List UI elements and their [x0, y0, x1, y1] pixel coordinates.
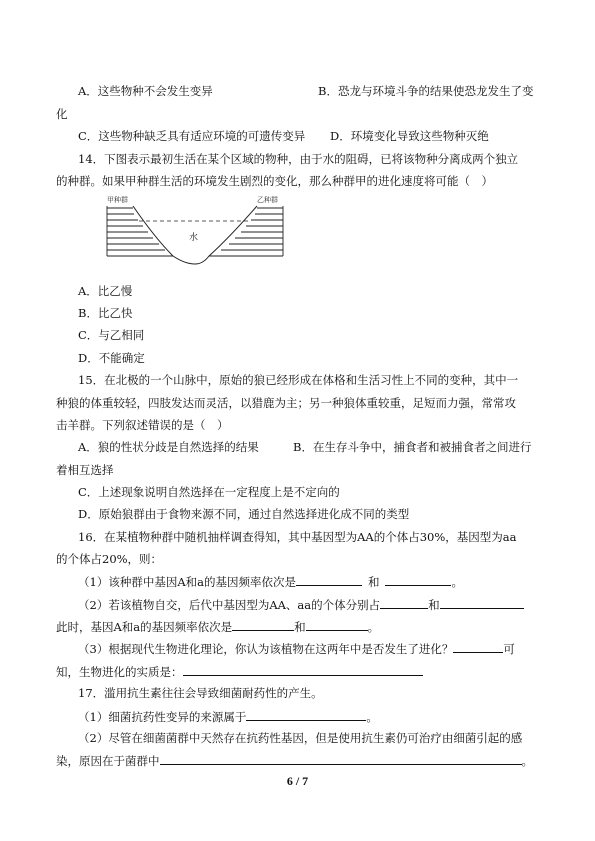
- q16-part1-and: 和: [367, 575, 380, 589]
- q17-part2-blank[interactable]: [160, 752, 522, 765]
- q13-option-c: C．这些物种缺乏具有适应环境的可遗传变异: [78, 129, 306, 143]
- q16-part3-tail: 可: [503, 642, 515, 656]
- q15-stem-line1: 15．在北极的一个山脉中，原始的狼已经形成在体格和生活习性上不同的变种，其中一: [78, 373, 519, 387]
- q16-part3-line2: [56, 663, 423, 680]
- q16-part1-blank-b[interactable]: [385, 573, 451, 586]
- q15-stem-line2: 种狼的体重较轻，四肢发达而灵活，以猎鹿为主；另一种狼体重较重，足短而力强，常常攻: [56, 396, 516, 410]
- q13-option-d: D．环境变化导致这些物种灭绝: [330, 129, 489, 143]
- q16-part2: [78, 596, 524, 613]
- q17-stem: 17．滥用抗生素往往会导致细菌耐药性的产生。: [78, 686, 323, 700]
- q16-part2-and2: 和: [294, 620, 306, 634]
- q14-stem-line2: 的种群。如果甲种群生活的环境发生剧烈的变化，那么种群甲的进化速度将可能（ ）: [56, 174, 493, 188]
- q16-part1-text: （1）该种群中基因A和a的基因频率依次是: [78, 575, 296, 589]
- right-bank: [209, 206, 283, 256]
- q16-part1-blank-a[interactable]: [296, 573, 362, 586]
- q16-part3-blank-evolved[interactable]: [453, 640, 503, 653]
- q16-part3-blank-essence[interactable]: [183, 663, 423, 676]
- q16-part3: [78, 640, 515, 657]
- q16-part3-text: （3）根据现代生物进化理论，你认为该植物在这两年中是否发生了进化？: [78, 642, 454, 656]
- fig-left-label: 甲种群: [107, 196, 128, 204]
- left-bank: [107, 206, 173, 256]
- q16-part2-end: 。: [367, 620, 380, 634]
- fig-right-label: 乙种群: [257, 196, 278, 204]
- fig-water-label: 水: [189, 233, 199, 243]
- q16-part2-text: （2）若该植物自交，后代中基因型为AA、aa的个体分别占: [78, 598, 381, 612]
- q14-option-a: A．比乙慢: [78, 284, 133, 298]
- q17-part2-line2: [56, 752, 533, 769]
- q13-option-b: B．恐龙与环境斗争的结果使恐龙发生了变: [318, 84, 534, 98]
- q16-part2-line2: [56, 618, 379, 635]
- q16-part2-blank-freq-b[interactable]: [306, 618, 368, 631]
- q14-option-d: D．不能确定: [78, 351, 145, 365]
- q16-part2-blank-aa[interactable]: [380, 596, 428, 609]
- q16-part1: [78, 573, 463, 590]
- q16-stem-line2: 的个体占20%，则：: [56, 552, 163, 566]
- q17-part1-text: （1）细菌抗药性变异的来源属于: [78, 710, 247, 724]
- q15-option-a: A．狼的性状分歧是自然选择的结果: [78, 440, 259, 454]
- q13-option-a: A．这些物种不会发生变异: [78, 84, 213, 98]
- q17-part2-end: 。: [521, 754, 533, 768]
- q14-figure: [105, 194, 285, 268]
- q15-option-c: C．上述现象说明自然选择在一定程度上是不定向的: [78, 485, 340, 499]
- q17-part2-line1: （2）尽管在细菌菌群中天然存在抗药性基因，但是使用抗生素仍可治疗由细菌引起的感: [78, 731, 523, 745]
- q13-option-b-continued: 化: [56, 107, 68, 121]
- q14-option-c: C．与乙相同: [78, 328, 145, 342]
- q17-part1-end: 。: [366, 710, 378, 724]
- q16-stem-line1: 16．在某植物种群中随机抽样调查得知，其中基因型为AA的个体占30%，基因型为aa: [78, 530, 517, 544]
- q16-part1-end: 。: [451, 575, 463, 589]
- q14-stem-line1: 14．下图表示最初生活在某个区域的物种，由于水的阻碍，已将该物种分离成两个独立: [78, 152, 519, 166]
- q16-part3-line2-text: 知，生物进化的实质是：: [56, 665, 183, 679]
- q16-part2-and: 和: [428, 598, 440, 612]
- q17-part1: [78, 708, 378, 725]
- q15-stem-line3: 击羊群。下列叙述错误的是（ ）: [56, 418, 229, 432]
- q15-option-b: B．在生存斗争中，捕食者和被捕食者之间进行: [293, 440, 532, 454]
- q15-option-b-continued: 着相互选择: [56, 463, 114, 477]
- q16-part2-blank-aa-lower[interactable]: [440, 596, 524, 609]
- page-number: 6 / 7: [286, 774, 309, 788]
- q14-option-b: B．比乙快: [78, 306, 133, 320]
- q16-part2-blank-freq-a[interactable]: [232, 618, 294, 631]
- q17-part2-line2-text: 染，原因在于菌群中: [56, 754, 160, 768]
- q16-part2-line2-text: 此时，基因A和a的基因频率依次是: [56, 620, 233, 634]
- q15-option-d: D．原始狼群由于食物来源不同，通过自然选择进化成不同的类型: [78, 507, 410, 521]
- q17-part1-blank[interactable]: [246, 708, 366, 721]
